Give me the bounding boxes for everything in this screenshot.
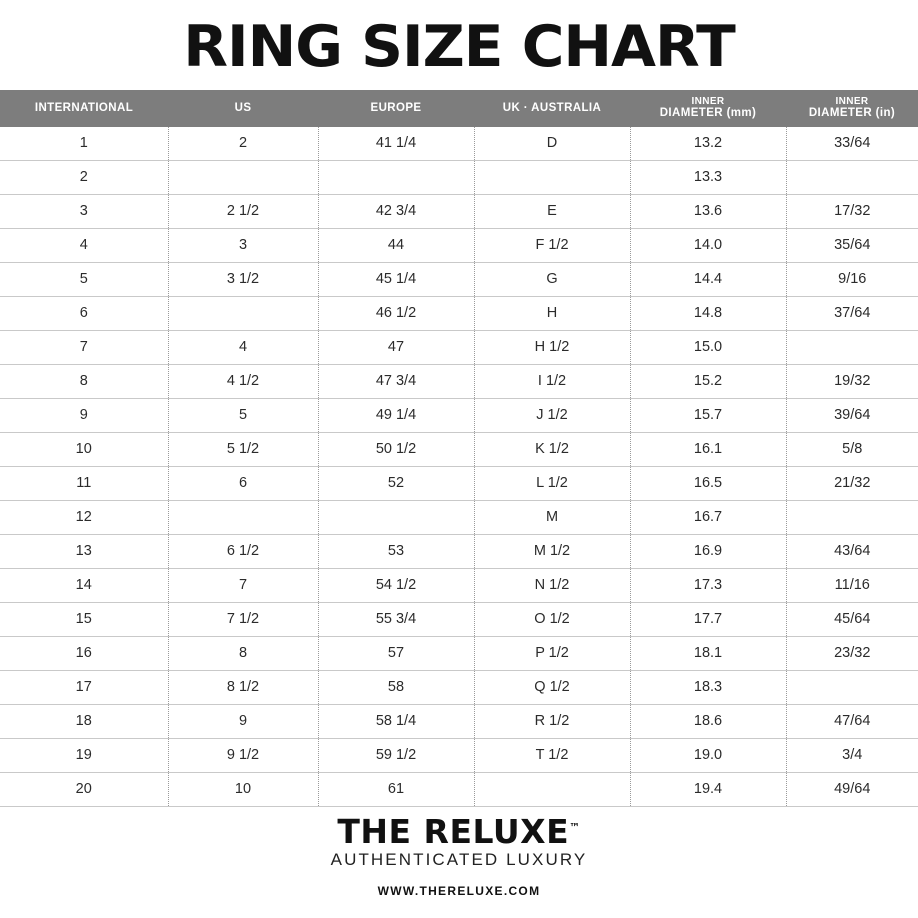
cell-diameter-in: 17/32 bbox=[786, 194, 918, 228]
cell-international: 7 bbox=[0, 330, 168, 364]
cell-diameter-in bbox=[786, 500, 918, 534]
cell-uk-australia: M bbox=[474, 500, 630, 534]
cell-international: 20 bbox=[0, 772, 168, 806]
cell-uk-australia: F 1/2 bbox=[474, 228, 630, 262]
table-row bbox=[0, 330, 918, 364]
cell-diameter-mm: 13.6 bbox=[630, 194, 786, 228]
table-row bbox=[0, 500, 918, 534]
table-row bbox=[0, 228, 918, 262]
table-row bbox=[0, 568, 918, 602]
cell-europe: 61 bbox=[318, 772, 474, 806]
column-header-international-label: INTERNATIONAL bbox=[34, 101, 134, 114]
cell-uk-australia: L 1/2 bbox=[474, 466, 630, 500]
page-title: RING SIZE CHART bbox=[183, 14, 735, 80]
cell-europe: 53 bbox=[318, 534, 474, 568]
cell-europe: 49 1/4 bbox=[318, 398, 474, 432]
brand-logo bbox=[337, 811, 581, 851]
cell-diameter-in: 23/32 bbox=[786, 636, 918, 670]
column-header-inner-diameter-in bbox=[786, 90, 918, 127]
cell-us: 6 bbox=[168, 466, 318, 500]
table-row bbox=[0, 772, 918, 806]
column-header-uk-australia-label: UK · AUSTRALIA bbox=[502, 101, 602, 114]
cell-diameter-mm: 14.4 bbox=[630, 262, 786, 296]
cell-us bbox=[168, 296, 318, 330]
cell-us: 6 1/2 bbox=[168, 534, 318, 568]
cell-diameter-in: 47/64 bbox=[786, 704, 918, 738]
cell-international: 3 bbox=[0, 194, 168, 228]
cell-uk-australia: I 1/2 bbox=[474, 364, 630, 398]
cell-us: 9 bbox=[168, 704, 318, 738]
cell-europe: 45 1/4 bbox=[318, 262, 474, 296]
cell-diameter-in bbox=[786, 330, 918, 364]
cell-europe: 44 bbox=[318, 228, 474, 262]
cell-diameter-mm: 15.7 bbox=[630, 398, 786, 432]
cell-diameter-in: 5/8 bbox=[786, 432, 918, 466]
cell-europe: 54 1/2 bbox=[318, 568, 474, 602]
cell-diameter-mm: 14.8 bbox=[630, 296, 786, 330]
cell-us bbox=[168, 160, 318, 194]
cell-diameter-in: 45/64 bbox=[786, 602, 918, 636]
cell-international: 9 bbox=[0, 398, 168, 432]
cell-us: 3 1/2 bbox=[168, 262, 318, 296]
column-header-inner-diameter-in-line1: INNER bbox=[835, 95, 869, 107]
cell-uk-australia: M 1/2 bbox=[474, 534, 630, 568]
table-row bbox=[0, 466, 918, 500]
cell-us: 7 bbox=[168, 568, 318, 602]
cell-international: 18 bbox=[0, 704, 168, 738]
cell-uk-australia: P 1/2 bbox=[474, 636, 630, 670]
cell-uk-australia: D bbox=[474, 127, 630, 161]
table-header-row bbox=[0, 90, 918, 127]
cell-diameter-mm: 19.0 bbox=[630, 738, 786, 772]
website-url: WWW.THERELUXE.COM bbox=[377, 884, 541, 899]
cell-europe: 52 bbox=[318, 466, 474, 500]
cell-international: 19 bbox=[0, 738, 168, 772]
cell-us: 2 1/2 bbox=[168, 194, 318, 228]
cell-us: 4 1/2 bbox=[168, 364, 318, 398]
cell-diameter-mm: 13.3 bbox=[630, 160, 786, 194]
cell-us: 5 bbox=[168, 398, 318, 432]
footer bbox=[0, 807, 918, 918]
cell-international: 13 bbox=[0, 534, 168, 568]
cell-uk-australia: E bbox=[474, 194, 630, 228]
cell-uk-australia: G bbox=[474, 262, 630, 296]
cell-europe bbox=[318, 500, 474, 534]
trademark-symbol: ™ bbox=[569, 820, 581, 834]
cell-diameter-in: 49/64 bbox=[786, 772, 918, 806]
cell-diameter-mm: 16.7 bbox=[630, 500, 786, 534]
cell-us: 9 1/2 bbox=[168, 738, 318, 772]
cell-diameter-in: 9/16 bbox=[786, 262, 918, 296]
cell-uk-australia: T 1/2 bbox=[474, 738, 630, 772]
cell-diameter-mm: 18.3 bbox=[630, 670, 786, 704]
cell-international: 6 bbox=[0, 296, 168, 330]
column-header-inner-diameter-mm-line2: DIAMETER (mm) bbox=[659, 107, 757, 120]
cell-diameter-mm: 17.7 bbox=[630, 602, 786, 636]
table-row bbox=[0, 432, 918, 466]
cell-us: 2 bbox=[168, 127, 318, 161]
ring-size-table bbox=[0, 90, 918, 807]
cell-europe: 58 1/4 bbox=[318, 704, 474, 738]
table-row bbox=[0, 296, 918, 330]
cell-us: 7 1/2 bbox=[168, 602, 318, 636]
column-header-europe bbox=[318, 90, 474, 127]
cell-europe bbox=[318, 160, 474, 194]
cell-us: 4 bbox=[168, 330, 318, 364]
cell-europe: 47 3/4 bbox=[318, 364, 474, 398]
cell-uk-australia: Q 1/2 bbox=[474, 670, 630, 704]
cell-diameter-mm: 16.1 bbox=[630, 432, 786, 466]
cell-europe: 46 1/2 bbox=[318, 296, 474, 330]
cell-uk-australia bbox=[474, 160, 630, 194]
cell-us: 8 1/2 bbox=[168, 670, 318, 704]
cell-international: 5 bbox=[0, 262, 168, 296]
cell-international: 8 bbox=[0, 364, 168, 398]
cell-international: 1 bbox=[0, 127, 168, 161]
table-row bbox=[0, 602, 918, 636]
cell-international: 10 bbox=[0, 432, 168, 466]
cell-diameter-in: 37/64 bbox=[786, 296, 918, 330]
cell-international: 14 bbox=[0, 568, 168, 602]
cell-diameter-mm: 16.9 bbox=[630, 534, 786, 568]
cell-diameter-in: 39/64 bbox=[786, 398, 918, 432]
cell-europe: 58 bbox=[318, 670, 474, 704]
cell-diameter-in: 11/16 bbox=[786, 568, 918, 602]
column-header-international bbox=[0, 90, 168, 127]
cell-diameter-mm: 15.2 bbox=[630, 364, 786, 398]
cell-diameter-in: 43/64 bbox=[786, 534, 918, 568]
column-header-inner-diameter-in-line2: DIAMETER (in) bbox=[808, 107, 896, 120]
cell-europe: 59 1/2 bbox=[318, 738, 474, 772]
cell-us: 8 bbox=[168, 636, 318, 670]
table-row bbox=[0, 262, 918, 296]
cell-diameter-in bbox=[786, 670, 918, 704]
table-row bbox=[0, 738, 918, 772]
cell-diameter-mm: 19.4 bbox=[630, 772, 786, 806]
table-row bbox=[0, 194, 918, 228]
cell-europe: 57 bbox=[318, 636, 474, 670]
cell-uk-australia: K 1/2 bbox=[474, 432, 630, 466]
cell-diameter-mm: 15.0 bbox=[630, 330, 786, 364]
column-header-europe-label: EUROPE bbox=[370, 101, 422, 114]
cell-europe: 41 1/4 bbox=[318, 127, 474, 161]
cell-europe: 50 1/2 bbox=[318, 432, 474, 466]
cell-diameter-in: 35/64 bbox=[786, 228, 918, 262]
cell-uk-australia: R 1/2 bbox=[474, 704, 630, 738]
cell-diameter-in: 19/32 bbox=[786, 364, 918, 398]
table-row bbox=[0, 534, 918, 568]
cell-international: 12 bbox=[0, 500, 168, 534]
table-row bbox=[0, 670, 918, 704]
cell-uk-australia bbox=[474, 772, 630, 806]
table-row bbox=[0, 704, 918, 738]
cell-diameter-in bbox=[786, 160, 918, 194]
cell-diameter-in: 33/64 bbox=[786, 127, 918, 161]
cell-europe: 47 bbox=[318, 330, 474, 364]
cell-diameter-in: 21/32 bbox=[786, 466, 918, 500]
cell-diameter-mm: 16.5 bbox=[630, 466, 786, 500]
cell-international: 17 bbox=[0, 670, 168, 704]
column-header-us-label: US bbox=[234, 101, 252, 114]
cell-us: 10 bbox=[168, 772, 318, 806]
table-header bbox=[0, 90, 918, 127]
column-header-inner-diameter-mm bbox=[630, 90, 786, 127]
cell-international: 16 bbox=[0, 636, 168, 670]
cell-us: 3 bbox=[168, 228, 318, 262]
cell-europe: 55 3/4 bbox=[318, 602, 474, 636]
cell-international: 2 bbox=[0, 160, 168, 194]
cell-international: 4 bbox=[0, 228, 168, 262]
cell-us bbox=[168, 500, 318, 534]
table-row bbox=[0, 398, 918, 432]
cell-diameter-mm: 18.6 bbox=[630, 704, 786, 738]
column-header-us bbox=[168, 90, 318, 127]
cell-uk-australia: J 1/2 bbox=[474, 398, 630, 432]
table-row bbox=[0, 160, 918, 194]
cell-uk-australia: N 1/2 bbox=[474, 568, 630, 602]
cell-international: 15 bbox=[0, 602, 168, 636]
cell-diameter-mm: 18.1 bbox=[630, 636, 786, 670]
cell-diameter-in: 3/4 bbox=[786, 738, 918, 772]
cell-international: 11 bbox=[0, 466, 168, 500]
table-row bbox=[0, 364, 918, 398]
table-body bbox=[0, 127, 918, 807]
column-header-uk-australia bbox=[474, 90, 630, 127]
brand-tagline: AUTHENTICATED LUXURY bbox=[330, 850, 588, 870]
cell-uk-australia: O 1/2 bbox=[474, 602, 630, 636]
table-row bbox=[0, 127, 918, 161]
cell-diameter-mm: 13.2 bbox=[630, 127, 786, 161]
cell-us: 5 1/2 bbox=[168, 432, 318, 466]
cell-uk-australia: H 1/2 bbox=[474, 330, 630, 364]
cell-europe: 42 3/4 bbox=[318, 194, 474, 228]
column-header-inner-diameter-mm-line1: INNER bbox=[691, 95, 725, 107]
cell-diameter-mm: 17.3 bbox=[630, 568, 786, 602]
cell-uk-australia: H bbox=[474, 296, 630, 330]
cell-diameter-mm: 14.0 bbox=[630, 228, 786, 262]
table-row bbox=[0, 636, 918, 670]
brand-name: THE RELUXE bbox=[337, 811, 570, 851]
